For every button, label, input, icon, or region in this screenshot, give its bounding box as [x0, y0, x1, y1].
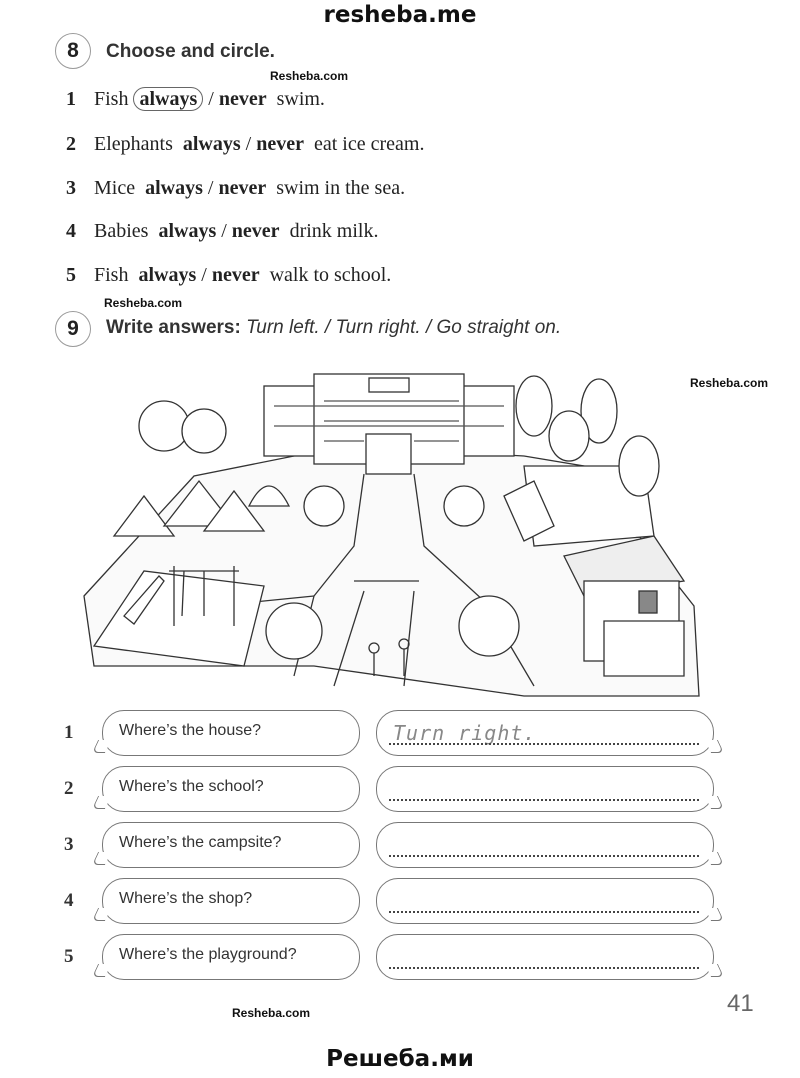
site-title-bottom[interactable]: Решеба.ми	[326, 1046, 474, 1072]
answer-1-handwriting: Turn right.	[393, 721, 537, 745]
exercise-8-title: Choose and circle.	[106, 41, 275, 62]
question-1-number: 1	[64, 722, 74, 743]
ex8-item-3[interactable]: 3 Mice always / never swim in the sea.	[66, 177, 406, 199]
exercise-9-instructions: Turn left. / Turn right. / Go straight on.	[246, 317, 562, 338]
site-title-top[interactable]: resheba.me	[323, 2, 477, 28]
watermark: Resheba.com	[690, 376, 769, 390]
answer-3-field[interactable]	[376, 822, 714, 868]
question-5-number: 5	[64, 946, 74, 967]
circled-answer: always	[133, 87, 203, 111]
question-4-bubble: Where’s the shop?	[102, 878, 360, 924]
exercise-9-title: Write answers: Turn left. / Turn right. / Go straight on.	[106, 317, 562, 338]
answer-1-field[interactable]	[376, 710, 714, 756]
exercise-9-number: 9	[55, 311, 91, 347]
page-number: 41	[727, 990, 754, 1017]
watermark: Resheba.com	[270, 69, 349, 83]
question-4-number: 4	[64, 890, 74, 911]
watermark: Resheba.com	[232, 1006, 311, 1020]
ex8-item-5[interactable]: 5 Fish always / never walk to school.	[66, 264, 392, 286]
question-3-bubble: Where’s the campsite?	[102, 822, 360, 868]
ex8-item-4[interactable]: 4 Babies always / never drink milk.	[66, 220, 379, 242]
answer-4-field[interactable]	[376, 878, 714, 924]
watermark: Resheba.com	[104, 296, 183, 310]
answer-5-field[interactable]	[376, 934, 714, 980]
question-1-bubble: Where’s the house?	[102, 710, 360, 756]
exercise-8-number: 8	[55, 33, 91, 69]
question-5-bubble: Where’s the playground?	[102, 934, 360, 980]
answer-2-field[interactable]	[376, 766, 714, 812]
ex8-item-1: 1 Fish always / never swim.	[66, 88, 325, 110]
question-2-number: 2	[64, 778, 74, 799]
town-map-illustration	[64, 366, 704, 702]
question-3-number: 3	[64, 834, 74, 855]
question-2-bubble: Where’s the school?	[102, 766, 360, 812]
ex8-item-2[interactable]: 2 Elephants always / never eat ice cream.	[66, 133, 425, 155]
